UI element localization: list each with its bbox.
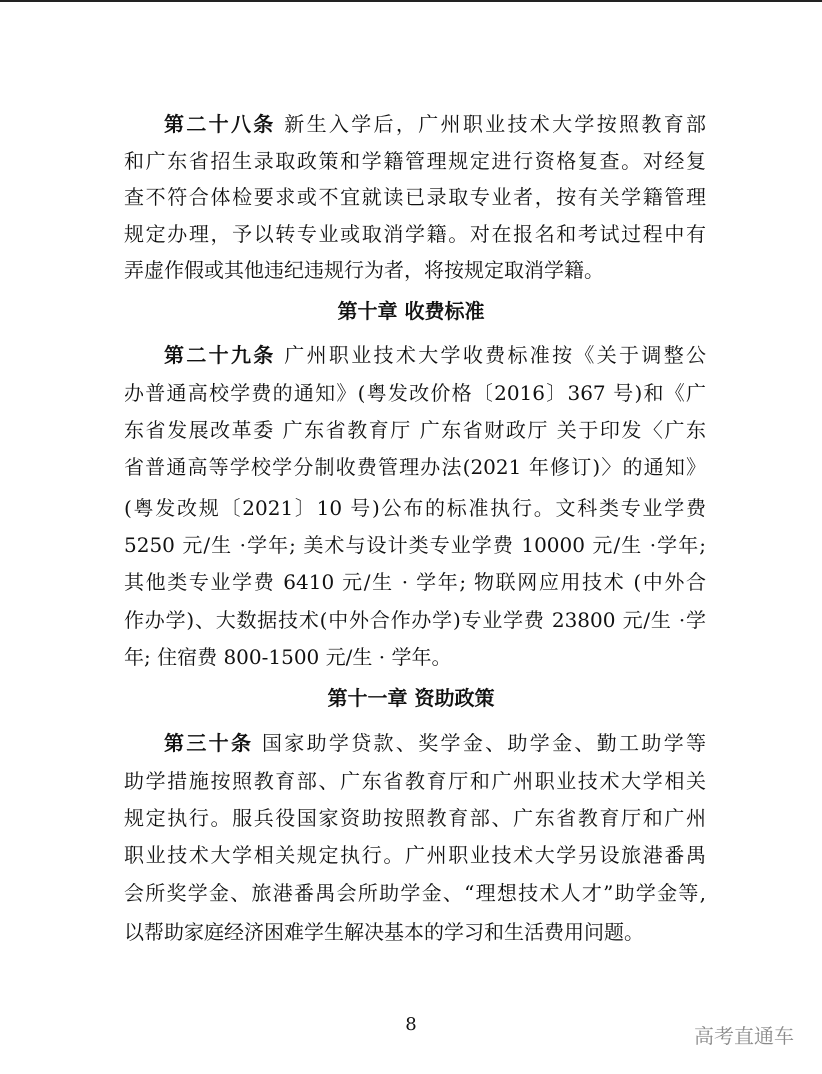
article-line: 弄虚作假或其他违纪违规行为者，将按规定取消学籍。	[124, 258, 604, 282]
page-number: 8	[405, 1014, 417, 1035]
top-border	[0, 0, 822, 2]
watermark: 高考直通车	[694, 1024, 794, 1048]
article-line: 其他类专业学费 6410 元/生 · 学年; 物联网应用技术 (中外合	[124, 570, 706, 594]
chapter-heading: 第十一章 资助政策	[327, 686, 495, 710]
article-line: 会所奖学金、旅港番禺会所助学金、“理想技术人才”助学金等,	[124, 881, 706, 905]
article-line: 省普通高等学校学分制收费管理办法(2021 年修订)〉的通知》	[124, 455, 706, 479]
article-line: 5250 元/生 ·学年; 美术与设计类专业学费 10000 元/生 ·学年;	[124, 533, 706, 557]
article-line	[164, 729, 706, 757]
article-title: 第三十条	[164, 731, 254, 755]
article-line: 规定办理，予以转专业或取消学籍。对在报名和考试过程中有	[124, 222, 706, 246]
article-line: 和广东省招生录取政策和学籍管理规定进行资格复查。对经复	[124, 149, 706, 173]
article-line: 东省发展改革委 广东省教育厅 广东省财政厅 关于印发〈广东	[124, 418, 706, 442]
article-line: 以帮助家庭经济困难学生解决基本的学习和生活费用问题。	[124, 920, 644, 944]
article-line: (粤发改规〔2021〕10 号)公布的标准执行。文科类专业学费	[124, 496, 706, 520]
article-line: 规定执行。服兵役国家资助按照教育部、广东省教育厅和广州	[124, 806, 706, 830]
article-line	[164, 110, 706, 138]
text: 新生入学后，广州职业技术大学按照教育部	[284, 112, 707, 136]
article-line: 办普通高校学费的通知》(粤发改价格〔2016〕367 号)和《广	[124, 381, 706, 405]
text: 国家助学贷款、奖学金、助学金、勤工助学等	[261, 731, 707, 755]
article-line: 职业技术大学相关规定执行。广州职业技术大学另设旅港番禺	[124, 843, 706, 867]
chapter-heading: 第十章 收费标准	[337, 299, 485, 323]
article-line: 查不符合体检要求或不宜就读已录取专业者，按有关学籍管理	[124, 185, 706, 209]
article-line: 年; 住宿费 800-1500 元/生 · 学年。	[124, 645, 452, 669]
text: 广州职业技术大学收费标准按《关于调整公	[284, 343, 707, 367]
article-title: 第二十九条	[164, 343, 276, 367]
article-line: 作办学)、大数据技术(中外合作办学)专业学费 23800 元/生 ·学	[124, 608, 706, 632]
article-line: 助学措施按照教育部、广东省教育厅和广州职业技术大学相关	[124, 769, 706, 793]
article-line	[164, 341, 706, 369]
article-title: 第二十八条	[164, 112, 276, 136]
